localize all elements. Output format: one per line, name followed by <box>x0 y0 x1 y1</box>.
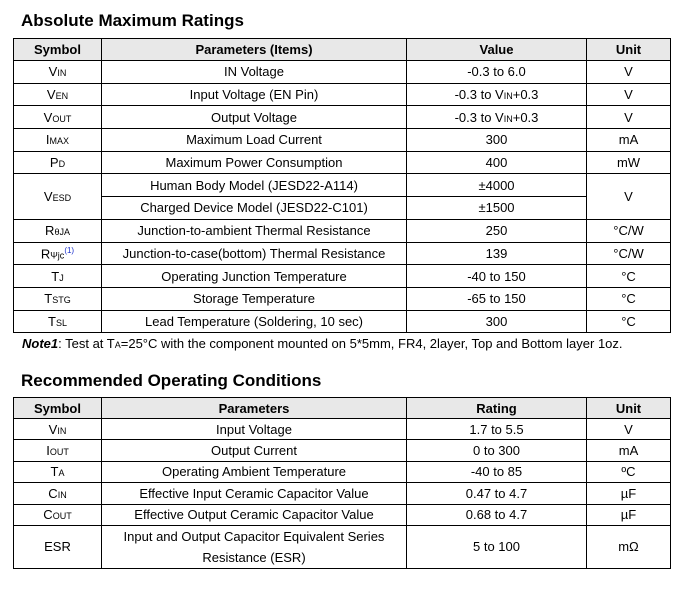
col-symbol: Symbol <box>14 39 102 61</box>
unit-cell: V <box>587 83 671 106</box>
value-cell: 5 to 100 <box>407 525 587 568</box>
value-cell: -40 to 85 <box>407 461 587 482</box>
table-header-row <box>14 398 671 419</box>
unit-cell: µF <box>587 504 671 525</box>
value-cell: 139 <box>407 242 587 265</box>
symbol-cell: VEN <box>14 83 102 106</box>
unit-cell: mΩ <box>587 525 671 568</box>
value-cell: 300 <box>407 129 587 152</box>
table-row <box>14 419 671 440</box>
footnote: Note1: Test at TA=25°C with the component mounted on 5*5mm, FR4, 2layer, Top and Bottom layer 1oz. <box>22 336 623 351</box>
symbol-cell: TA <box>14 461 102 482</box>
param-cell: Input and Output Capacitor Equivalent Series Resistance (ESR) <box>102 525 407 568</box>
table-row <box>14 197 671 220</box>
unit-cell: V <box>587 106 671 129</box>
symbol-cell: ESR <box>14 525 102 568</box>
unit-cell: mW <box>587 151 671 174</box>
table-row <box>14 287 671 310</box>
col-symbol: Symbol <box>14 398 102 419</box>
param-cell: Junction-to-case(bottom) Thermal Resistance <box>102 242 407 265</box>
symbol-cell: RθJA <box>14 219 102 242</box>
value-cell: -0.3 to 6.0 <box>407 61 587 84</box>
table-row <box>14 440 671 461</box>
value-cell: 1.7 to 5.5 <box>407 419 587 440</box>
col-rating: Rating <box>407 398 587 419</box>
param-cell: Lead Temperature (Soldering, 10 sec) <box>102 310 407 333</box>
unit-cell: V <box>587 61 671 84</box>
table-row <box>14 242 671 265</box>
value-cell: 0 to 300 <box>407 440 587 461</box>
footnote-label: Note1 <box>22 336 59 351</box>
roc-title: Recommended Operating Conditions <box>21 371 322 390</box>
table-row <box>14 483 671 504</box>
param-cell: Output Voltage <box>102 106 407 129</box>
value-cell: 400 <box>407 151 587 174</box>
table-row <box>14 265 671 288</box>
table-header-row <box>14 39 671 61</box>
param-cell: Maximum Load Current <box>102 129 407 152</box>
symbol-cell: VIN <box>14 61 102 84</box>
symbol-cell: VIN <box>14 419 102 440</box>
symbol-cell: TJ <box>14 265 102 288</box>
symbol-cell: PD <box>14 151 102 174</box>
table-row <box>14 174 671 197</box>
abs-max-title: Absolute Maximum Ratings <box>21 11 244 30</box>
table-row <box>14 83 671 106</box>
param-cell: Output Current <box>102 440 407 461</box>
unit-cell: mA <box>587 440 671 461</box>
param-cell: Effective Input Ceramic Capacitor Value <box>102 483 407 504</box>
table-row <box>14 219 671 242</box>
param-cell: Operating Ambient Temperature <box>102 461 407 482</box>
table-row <box>14 525 671 568</box>
param-cell: Operating Junction Temperature <box>102 265 407 288</box>
symbol-cell: CIN <box>14 483 102 504</box>
value-cell: 300 <box>407 310 587 333</box>
value-cell: -0.3 to VIN+0.3 <box>407 106 587 129</box>
param-cell: Input Voltage (EN Pin) <box>102 83 407 106</box>
value-cell: -65 to 150 <box>407 287 587 310</box>
col-value: Value <box>407 39 587 61</box>
value-cell: -40 to 150 <box>407 265 587 288</box>
value-cell: -0.3 to VIN+0.3 <box>407 83 587 106</box>
col-unit: Unit <box>587 398 671 419</box>
table-row <box>14 61 671 84</box>
unit-cell: °C <box>587 265 671 288</box>
unit-cell: °C/W <box>587 242 671 265</box>
col-parameters: Parameters <box>102 398 407 419</box>
unit-cell: µF <box>587 483 671 504</box>
table-row <box>14 106 671 129</box>
table-row <box>14 129 671 152</box>
value-cell: 0.47 to 4.7 <box>407 483 587 504</box>
param-cell: Storage Temperature <box>102 287 407 310</box>
unit-cell: V <box>587 174 671 219</box>
unit-cell: °C <box>587 287 671 310</box>
symbol-cell: RΨjc$^{(1)}$ <box>14 242 102 265</box>
table-row <box>14 310 671 333</box>
roc-table <box>13 397 671 569</box>
param-cell: Charged Device Model (JESD22-C101) <box>102 197 407 220</box>
symbol-cell: TSL <box>14 310 102 333</box>
unit-cell: V <box>587 419 671 440</box>
param-cell: IN Voltage <box>102 61 407 84</box>
table-row <box>14 504 671 525</box>
value-cell: ±4000 <box>407 174 587 197</box>
unit-cell: °C/W <box>587 219 671 242</box>
col-parameters: Parameters (Items) <box>102 39 407 61</box>
param-cell: Effective Output Ceramic Capacitor Value <box>102 504 407 525</box>
symbol-cell: TSTG <box>14 287 102 310</box>
symbol-cell: COUT <box>14 504 102 525</box>
unit-cell: °C <box>587 310 671 333</box>
unit-cell: mA <box>587 129 671 152</box>
param-cell: Junction-to-ambient Thermal Resistance <box>102 219 407 242</box>
value-cell: 250 <box>407 219 587 242</box>
value-cell: 0.68 to 4.7 <box>407 504 587 525</box>
param-cell: Maximum Power Consumption <box>102 151 407 174</box>
param-cell: Input Voltage <box>102 419 407 440</box>
symbol-cell: VESD <box>14 174 102 219</box>
footnote-ref[interactable]: (1) <box>64 245 75 255</box>
table-row <box>14 151 671 174</box>
symbol-cell: IOUT <box>14 440 102 461</box>
table-row <box>14 461 671 482</box>
param-cell: Human Body Model (JESD22-A114) <box>102 174 407 197</box>
symbol-cell: VOUT <box>14 106 102 129</box>
col-unit: Unit <box>587 39 671 61</box>
unit-cell: ºC <box>587 461 671 482</box>
symbol-cell: IMAX <box>14 129 102 152</box>
abs-max-table <box>13 38 671 333</box>
value-cell: ±1500 <box>407 197 587 220</box>
